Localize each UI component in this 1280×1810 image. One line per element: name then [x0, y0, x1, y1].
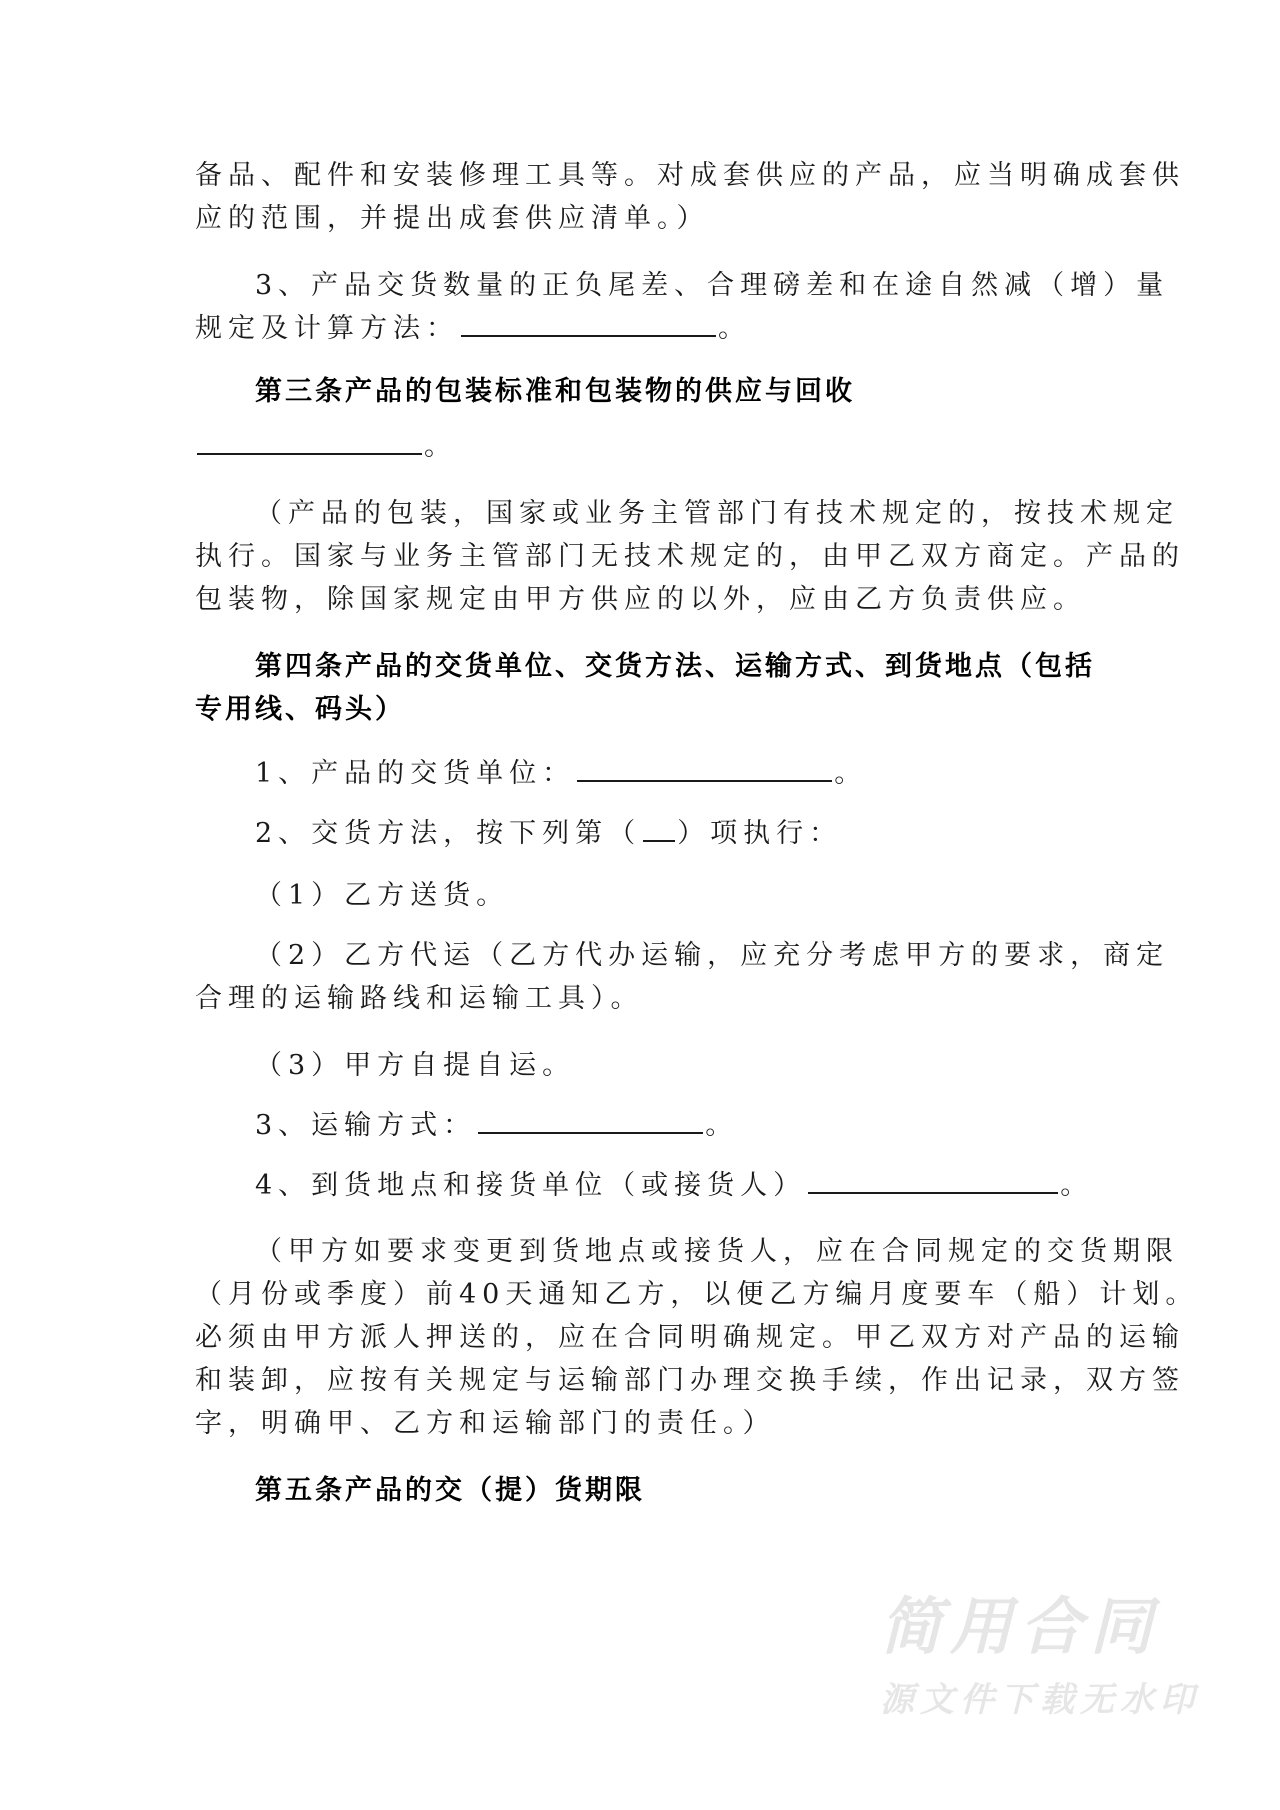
paragraph-line: 备品、配件和安装修理工具等。对成套供应的产品，应当明确成套供 — [195, 160, 1185, 191]
option-3: （3）甲方自提自运。 — [255, 1050, 576, 1081]
clause-item-3: 3、产品交货数量的正负尾差、合理磅差和在途自然减（增）量 — [255, 270, 1170, 301]
period: 。 — [718, 313, 751, 344]
period: 。 — [1060, 1170, 1094, 1201]
watermark-title: 简用合同 — [880, 1590, 1161, 1663]
destination-blank[interactable] — [808, 1168, 1058, 1194]
delivery-method-line — [255, 816, 1155, 852]
transport-mode-blank[interactable] — [478, 1108, 703, 1134]
transport-mode-line — [255, 1108, 1155, 1144]
calculation-method-line — [195, 311, 1095, 347]
period: 。 — [424, 431, 457, 462]
option-2: （2）乙方代运（乙方代办运输，应充分考虑甲方的要求，商定 — [255, 940, 1170, 971]
option-1: （1）乙方送货。 — [255, 880, 510, 911]
delivery-unit-line — [255, 756, 1155, 792]
paragraph-line: （甲方如要求变更到货地点或接货人，应在合同规定的交货期限 — [255, 1236, 1179, 1267]
field-label: 4、到货地点和接货单位（或接货人） — [255, 1170, 807, 1201]
paragraph-line: 字，明确甲、乙方和运输部门的责任。） — [195, 1408, 776, 1439]
field-label: 1、产品的交货单位： — [255, 758, 576, 789]
article-5-heading: 第五条产品的交（提）货期限 — [255, 1475, 645, 1506]
paragraph-line: （产品的包装，国家或业务主管部门有技术规定的，按技术规定 — [255, 498, 1179, 529]
article-4-heading: 第四条产品的交货单位、交货方法、运输方式、到货地点（包括 — [255, 651, 1095, 682]
field-label: 3、运输方式： — [255, 1110, 477, 1141]
delivery-method-blank[interactable] — [643, 816, 675, 842]
field-label: 2、交货方法，按下列第（ — [255, 818, 642, 849]
watermark-subtitle: 源文件下载无水印 — [880, 1680, 1200, 1720]
article-4-heading-cont: 专用线、码头） — [195, 694, 405, 725]
period: 。 — [705, 1110, 739, 1141]
paragraph-line: （月份或季度）前40天通知乙方，以便乙方编月度要车（船）计划。 — [195, 1279, 1199, 1310]
delivery-unit-blank[interactable] — [577, 756, 832, 782]
paragraph-line: 应的范围，并提出成套供应清单。） — [195, 203, 710, 234]
article-3-heading: 第三条产品的包装标准和包装物的供应与回收 — [255, 376, 855, 407]
paragraph-line: 包装物，除国家规定由甲方供应的以外，应由乙方负责供应。 — [195, 584, 1086, 615]
field-label: ）项执行： — [677, 818, 843, 849]
packaging-standard-blank[interactable] — [197, 429, 422, 455]
destination-line — [255, 1168, 1155, 1204]
option-2-cont: 合理的运输路线和运输工具）。 — [195, 983, 644, 1014]
packaging-standard-line — [195, 429, 1095, 465]
calculation-method-blank[interactable] — [461, 311, 716, 337]
paragraph-line: 和装卸，应按有关规定与运输部门办理交换手续，作出记录，双方签 — [195, 1365, 1185, 1396]
paragraph-line: 必须由甲方派人押送的，应在合同明确规定。甲乙双方对产品的运输 — [195, 1322, 1185, 1353]
watermark — [880, 1592, 1220, 1720]
period: 。 — [834, 758, 868, 789]
field-label: 规定及计算方法： — [195, 313, 459, 344]
paragraph-line: 执行。国家与业务主管部门无技术规定的，由甲乙双方商定。产品的 — [195, 541, 1185, 572]
